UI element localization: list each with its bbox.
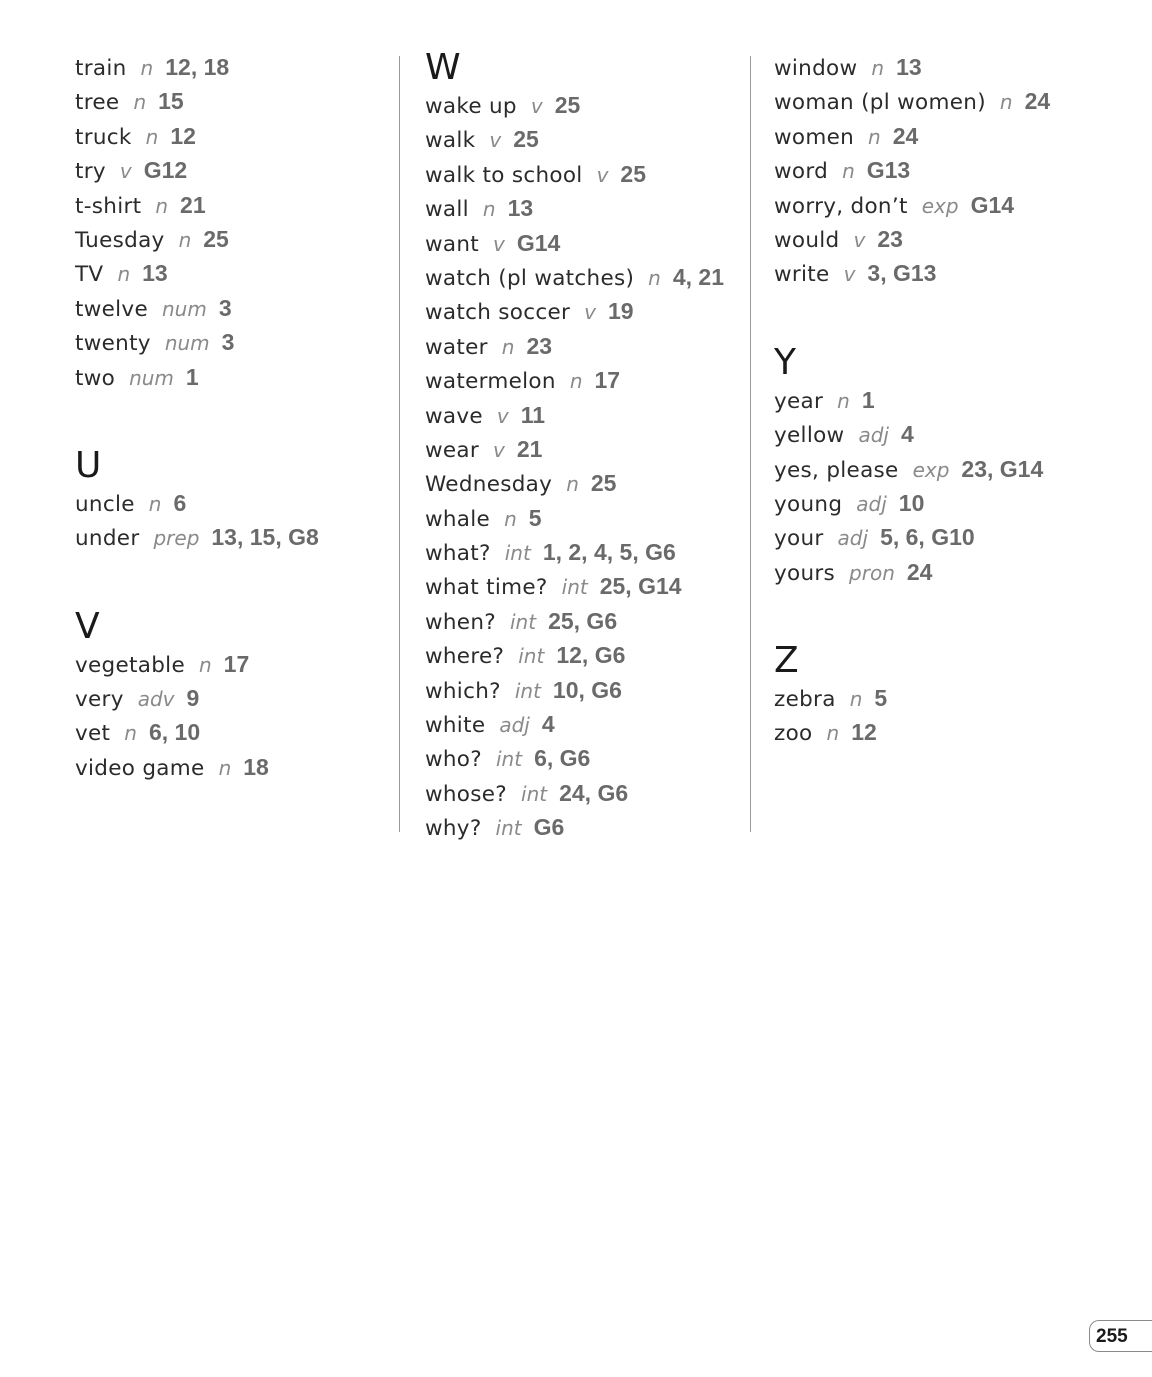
entry-part-of-speech: n [117,262,131,287]
entry-word: year [774,388,824,414]
page-number: 255 [1089,1320,1152,1352]
index-entry [425,122,740,156]
entry-page-reference: 25, G6 [548,607,618,634]
entry-page-reference: 4 [541,711,555,738]
entry-word: wear [425,437,480,463]
entry-page-reference: 1 [185,363,199,390]
entry-word: yes, please [774,457,899,483]
index-entry [75,750,385,784]
entry-page-reference: 23, G14 [961,455,1044,482]
section-letter: V [75,605,100,647]
section-letter: W [425,47,461,88]
entry-page-reference: 25 [590,470,617,497]
entry-word: watch (pl watches) [425,265,635,291]
entry-page-reference: G13 [866,157,911,184]
entry-word: worry, don’t [774,193,908,219]
entry-part-of-speech: adv [137,687,175,712]
entry-page-reference: 17 [223,650,250,677]
entry-part-of-speech: adj [858,423,889,448]
entry-part-of-speech: int [518,644,545,669]
entry-word: Tuesday [75,227,165,253]
entry-page-reference: 4 [900,421,914,448]
entry-page-reference: 4, 21 [672,263,725,290]
entry-word: uncle [75,491,135,517]
entry-word: vet [75,721,111,747]
index-entry [425,466,740,500]
index-entry [425,226,740,260]
entry-part-of-speech: int [561,575,588,600]
entry-page-reference: 10 [898,489,925,516]
entry-word: under [75,526,140,552]
index-entry [774,383,1114,417]
entry-word: when? [425,609,496,635]
entry-word: whale [425,506,491,532]
index-entry [425,398,740,432]
entry-page-reference: 5 [874,685,888,712]
entry-word: woman (pl women) [774,90,986,116]
entry-page-reference: 25 [620,160,647,187]
entry-page-reference: 25 [203,225,229,252]
entry-part-of-speech: n [140,56,154,80]
index-entry [774,417,1114,451]
entry-word: wave [425,403,483,429]
entry-page-reference: 3 [218,294,232,321]
index-entry [774,715,1114,749]
column-divider [399,56,400,832]
index-entry [774,222,1114,256]
entry-part-of-speech: int [521,781,548,806]
entry-word: Wednesday [425,472,553,498]
entry-word: walk [425,128,476,154]
index-entry [75,360,385,394]
entry-page-reference: 3 [221,329,235,356]
entry-page-reference: 11 [520,401,546,428]
entry-part-of-speech: n [566,472,579,497]
index-entry [774,256,1114,290]
index-entry [425,741,740,775]
section-letter: Z [774,640,799,682]
entry-part-of-speech: pron [849,560,895,585]
entry-page-reference: 5 [528,504,542,531]
entry-word: try [75,159,106,185]
index-entry [425,157,740,191]
entry-page-reference: 24 [906,558,933,585]
entry-page-reference: G12 [143,157,188,184]
entry-word: word [774,159,829,185]
index-section [774,48,1114,291]
index-entry [425,707,740,741]
entry-part-of-speech: v [843,262,856,287]
entry-part-of-speech: n [145,124,159,149]
entry-page-reference: 3, G13 [867,260,937,287]
entry-part-of-speech: num [164,331,210,356]
entry-page-reference: 6 [173,489,187,516]
entry-word: t-shirt [75,193,142,219]
index-column-1 [75,48,385,784]
column-divider [750,56,751,832]
index-entry [75,50,385,84]
index-entry [774,50,1114,84]
index-entry [774,452,1114,486]
entry-part-of-speech: n [155,193,169,218]
index-entry [774,486,1114,520]
index-entry [774,520,1114,554]
entry-page-reference: G14 [970,191,1015,218]
entry-part-of-speech: int [509,609,537,634]
entry-part-of-speech: exp [912,457,950,482]
index-entry [774,84,1114,118]
entry-word: twenty [75,331,151,357]
entry-part-of-speech: v [493,231,505,256]
section-letter: Y [774,341,796,383]
entry-part-of-speech: n [504,506,517,531]
entry-word: vegetable [75,652,185,678]
entry-page-reference: 24, G6 [559,779,629,806]
entry-part-of-speech: n [868,124,881,149]
index-entry [425,569,740,603]
entry-page-reference: 13 [896,54,922,80]
entry-part-of-speech: num [129,365,174,390]
entry-part-of-speech: v [584,300,596,325]
entry-part-of-speech: int [514,678,541,703]
index-entry [75,486,385,520]
index-entry [425,776,740,810]
index-entry [774,119,1114,153]
index-entry [75,715,385,749]
index-entry [75,188,385,222]
entry-word: wake up [425,94,517,119]
entry-page-reference: 19 [607,298,634,325]
index-entry [75,256,385,290]
entry-page-reference: 21 [180,191,206,218]
entry-part-of-speech: n [482,197,496,222]
index-column-3 [774,48,1114,750]
entry-page-reference: 25, G14 [599,573,682,600]
entry-part-of-speech: adj [499,713,530,738]
entry-part-of-speech: n [837,388,850,413]
entry-page-reference: 23 [526,332,553,359]
index-entry [425,329,740,363]
index-section [774,343,1114,589]
index-entry [425,501,740,535]
entry-part-of-speech: n [871,56,885,80]
index-entry [425,191,740,225]
entry-word: white [425,713,486,739]
entry-word: would [774,227,840,253]
entry-part-of-speech: int [495,747,523,772]
entry-page-reference: 1, 2, 4, 5, G6 [542,539,676,566]
index-entry [75,291,385,325]
entry-word: wall [425,197,469,223]
index-column-2 [425,48,740,845]
entry-part-of-speech: n [849,687,863,712]
entry-part-of-speech: n [218,755,232,780]
entry-word: why? [425,816,482,842]
index-entry [75,153,385,187]
entry-part-of-speech: n [826,721,840,746]
index-section [425,48,740,845]
entry-page-reference: 13 [142,260,168,287]
index-entry [75,119,385,153]
entry-word: twelve [75,296,148,322]
entry-part-of-speech: n [569,369,583,394]
entry-part-of-speech: v [119,159,132,184]
index-section [75,48,385,394]
index-entry [774,555,1114,589]
entry-word: zoo [774,721,813,747]
entry-word: tree [75,90,120,116]
index-entry [425,432,740,466]
entry-part-of-speech: int [495,816,522,841]
index-section [774,641,1114,750]
index-entry [75,84,385,118]
entry-page-reference: 21 [516,435,543,462]
entry-page-reference: 13 [507,195,534,222]
entry-word: young [774,491,843,517]
index-entry [425,88,740,122]
entry-page-reference: 12, 18 [165,54,230,80]
entry-page-reference: 15 [158,88,184,115]
entry-part-of-speech: n [148,491,162,516]
entry-page-reference: 23 [877,225,903,252]
entry-part-of-speech: n [842,159,855,184]
entry-part-of-speech: n [124,721,137,746]
index-entry [425,810,740,844]
entry-page-reference: G6 [533,814,565,841]
entry-word: video game [75,755,205,781]
entry-word: your [774,526,824,552]
entry-part-of-speech: n [133,90,147,115]
entry-word: yellow [774,423,845,449]
index-entry [75,520,385,554]
index-entry [774,153,1114,187]
entry-word: zebra [774,687,836,713]
entry-word: want [425,231,480,257]
index-entry [75,325,385,359]
entry-word: watch soccer [425,300,571,326]
entry-page-reference: 13, 15, G8 [211,524,319,551]
index-entry [425,604,740,638]
entry-page-reference: 1 [861,386,875,413]
entry-word: two [75,365,116,391]
entry-part-of-speech: v [853,227,866,252]
index-section [75,446,385,555]
entry-page-reference: G14 [516,229,561,256]
entry-page-reference: 12 [170,122,196,149]
entry-word: window [774,56,858,81]
entry-page-reference: 6, 10 [148,719,201,746]
index-entry [425,638,740,672]
index-entry [425,294,740,328]
index-entry [425,535,740,569]
index-entry [774,188,1114,222]
entry-word: women [774,124,855,150]
entry-word: write [774,262,830,288]
entry-word: where? [425,644,505,670]
entry-word: walk to school [425,162,583,188]
index-entry [774,681,1114,715]
index-entry [425,363,740,397]
entry-part-of-speech: int [504,541,531,566]
entry-part-of-speech: adj [837,526,869,551]
entry-page-reference: 17 [594,367,621,394]
section-letter: U [75,444,102,486]
entry-word: yours [774,560,836,586]
entry-part-of-speech: v [530,94,543,118]
entry-part-of-speech: n [198,652,212,677]
entry-word: what? [425,541,491,567]
entry-part-of-speech: n [648,265,661,290]
entry-part-of-speech: n [999,90,1013,115]
index-section [75,607,385,785]
entry-page-reference: 24 [1024,88,1051,115]
index-entry [75,681,385,715]
entry-page-reference: 12 [851,719,877,746]
entry-part-of-speech: num [161,296,207,321]
entry-part-of-speech: prep [153,526,200,551]
entry-word: train [75,56,127,81]
index-entry [425,673,740,707]
index-entry [425,260,740,294]
entry-word: whose? [425,781,508,807]
entry-part-of-speech: n [501,334,515,359]
entry-word: who? [425,747,482,773]
entry-part-of-speech: v [496,403,509,428]
entry-page-reference: 9 [186,685,200,712]
entry-word: TV [75,262,104,288]
entry-page-reference: 5, 6, G10 [880,524,975,551]
entry-page-reference: 24 [892,122,919,149]
entry-word: what time? [425,575,548,601]
entry-page-reference: 6, G6 [534,745,591,772]
entry-page-reference: 10, G6 [552,676,622,703]
entry-part-of-speech: v [493,437,505,462]
entry-page-reference: 12, G6 [556,642,626,669]
index-entry [75,647,385,681]
entry-part-of-speech: n [178,227,192,252]
entry-page-reference: 18 [243,753,269,780]
entry-word: very [75,687,124,713]
index-entry [75,222,385,256]
entry-page-reference: 25 [554,92,581,118]
entry-part-of-speech: v [596,162,609,187]
entry-word: truck [75,124,132,150]
entry-word: watermelon [425,369,556,395]
entry-word: which? [425,678,501,704]
entry-part-of-speech: exp [921,193,959,218]
entry-part-of-speech: v [489,128,502,153]
entry-part-of-speech: adj [856,491,887,516]
entry-page-reference: 25 [513,126,539,153]
entry-word: water [425,334,488,360]
